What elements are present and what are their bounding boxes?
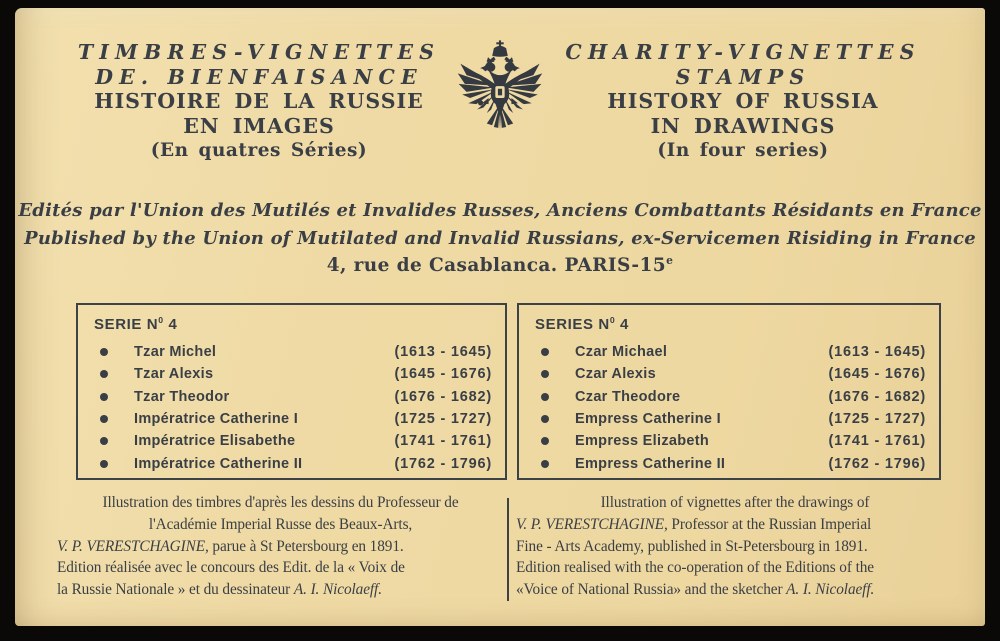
table-row: Tzar Michel (1613 - 1645) [78, 341, 505, 363]
bullet-icon [100, 348, 108, 356]
bullet-icon [100, 460, 108, 468]
footer-fr-line2: l'Académie Imperial Russe des Beaux-Arts, [148, 515, 413, 533]
english-title-line1: CHARITY-VIGNETTES [565, 40, 921, 64]
footer-divider [507, 498, 509, 601]
bullet-icon [541, 460, 549, 468]
footer-fr-line5: la Russie Nationale » et du dessinateur A. I. Nicolaeff. [57, 581, 382, 599]
french-series-note: (En quatres Séries) [150, 140, 368, 162]
series-table-english [517, 303, 941, 480]
bullet-icon [100, 437, 108, 445]
table-row: Tzar Alexis (1645 - 1676) [78, 363, 505, 385]
publisher-line-en: Published by the Union of Mutilated and Invalid Russians, ex-Servicemen Risiding in France [24, 227, 976, 249]
series-table-english-header: SERIES $N^0$ 4 [535, 315, 629, 333]
table-row: Impératrice Catherine I (1725 - 1727) [78, 408, 505, 430]
booklet-cover-card [15, 8, 985, 626]
publisher-line-fr: Edités par l'Union des Mutilés et Invalides Russes, Anciens Combattants Résidants en France [18, 200, 982, 221]
table-row: Impératrice Catherine II (1762 - 1796) [78, 452, 505, 474]
table-row: Tzar Theodor (1676 - 1682) [78, 386, 505, 408]
english-subtitle-line1: HISTORY OF RUSSIA [607, 89, 879, 114]
table-row: Empress Catherine I (1725 - 1727) [519, 408, 939, 430]
french-title-line1: TIMBRES-VIGNETTES [77, 40, 441, 64]
bullet-icon [100, 415, 108, 423]
bullet-icon [100, 370, 108, 378]
english-series-note: (In four series) [657, 140, 829, 162]
footer-en-line1: Illustration of vignettes after the drawings of [600, 494, 870, 511]
table-row: Impératrice Elisabethe (1741 - 1761) [78, 430, 505, 452]
footer-fr-line1: Illustration des timbres d'après les dessins du Professeur de [102, 494, 459, 511]
series-table-french-header: SERIE $N^0$ 4 [94, 315, 178, 333]
french-title-line2: DE. BIENFAISANCE [95, 64, 423, 89]
bullet-icon [541, 415, 549, 423]
series-table-french [76, 303, 507, 480]
table-row: Czar Alexis (1645 - 1676) [519, 363, 939, 385]
footer-credit-english [516, 492, 954, 601]
french-subtitle-line1: HISTOIRE DE LA RUSSIE [94, 89, 424, 114]
english-title-line2: STAMPS [675, 64, 811, 89]
table-row: Empress Catherine II (1762 - 1796) [519, 452, 939, 474]
publisher-address: 4, rue de Casablanca. PARIS-15e [326, 254, 674, 277]
table-row: Czar Theodore (1676 - 1682) [519, 386, 939, 408]
english-title-block [537, 40, 949, 164]
table-row: Empress Elizabeth (1741 - 1761) [519, 430, 939, 452]
footer-en-line5: «Voice of National Russia» and the sketcher A. I. Nicolaeff. [516, 581, 875, 599]
publisher-block [15, 197, 985, 280]
table-row: Czar Michael (1613 - 1645) [519, 341, 939, 363]
bullet-icon [541, 348, 549, 356]
footer-en-line3: Fine - Arts Academy, published in St-Petersbourg in 1891. [516, 537, 868, 555]
footer-credit-french [57, 492, 504, 601]
bullet-icon [100, 393, 108, 401]
footer-en-line2: V. P. VERESTCHAGINE, Professor at the Russian Imperial [516, 515, 872, 533]
french-subtitle-line2: EN IMAGES [183, 113, 335, 138]
bullet-icon [541, 393, 549, 401]
bullet-icon [541, 370, 549, 378]
bullet-icon [541, 437, 549, 445]
double-headed-eagle-emblem-icon [456, 32, 544, 164]
english-subtitle-line2: IN DRAWINGS [650, 113, 836, 138]
footer-fr-line3: V. P. VERESTCHAGINE, parue à St Petersbourg en 1891. [57, 537, 404, 555]
address-superscript: e [666, 254, 674, 268]
french-title-block [53, 40, 465, 164]
footer-en-line4: Edition realised with the co-operation of the Editions of the [516, 559, 874, 577]
footer-fr-line4: Edition réalisée avec le concours des Edit. de la « Voix de [57, 559, 405, 577]
